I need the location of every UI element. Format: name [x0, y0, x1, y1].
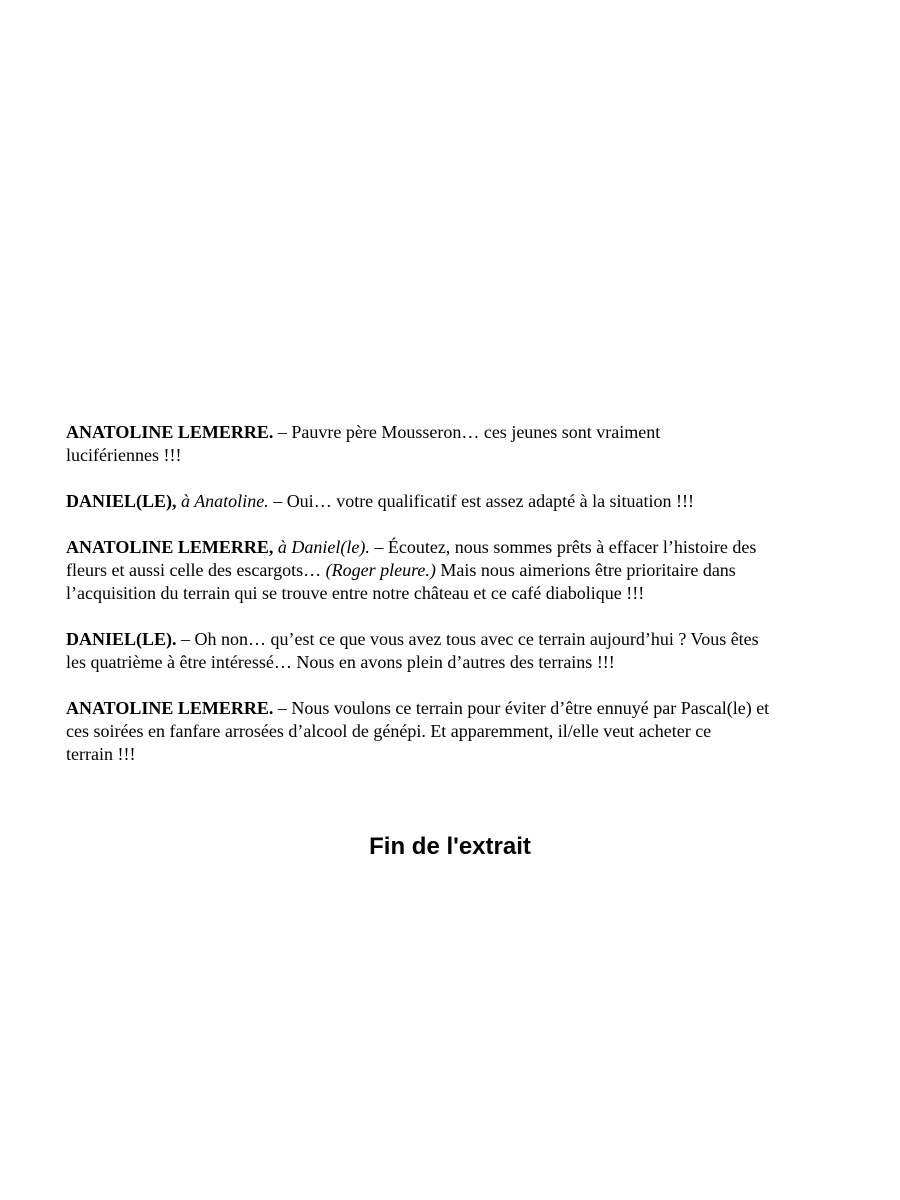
stage-direction: à Daniel(le). [273, 537, 370, 557]
paragraph-gap [66, 674, 866, 697]
speech-line [66, 720, 866, 743]
dialogue-text: terrain !!! [66, 744, 136, 764]
dialogue-text: l’acquisition du terrain qui se trouve entre notre château et ce café diabolique !!! [66, 583, 645, 603]
speech-line [66, 421, 866, 444]
dialogue-text: fleurs et aussi celle des escargots… [66, 560, 326, 580]
dialogue-text: – Pauvre père Mousseron… ces jeunes sont vraiment [273, 422, 661, 442]
speech-line [66, 444, 866, 467]
dialogue-text: les quatrième à être intéressé… Nous en avons plein d’autres des terrains !!! [66, 652, 615, 672]
dialogue-text: – Nous voulons ce terrain pour éviter d’être ennuyé par Pascal(le) et [273, 698, 770, 718]
play-excerpt [66, 421, 866, 766]
speech-line [66, 536, 866, 559]
end-of-excerpt-heading: Fin de l'extrait [369, 833, 531, 860]
dialogue-text: lucifériennes !!! [66, 445, 182, 465]
dialogue-text: ces soirées en fanfare arrosées d’alcool de génépi. Et apparemment, il/elle veut acheter ce [66, 721, 712, 741]
speaker-name: ANATOLINE LEMERRE. [66, 698, 274, 718]
speech-line [66, 697, 866, 720]
speaker-name: ANATOLINE LEMERRE. [66, 422, 274, 442]
speaker-name: DANIEL(LE). [66, 629, 177, 649]
dialogue-text: Mais nous aimerions être prioritaire dans [435, 560, 736, 580]
stage-direction: (Roger pleure.) [325, 560, 436, 580]
speech-line [66, 743, 866, 766]
dialogue-text: – Oh non… qu’est ce que vous avez tous avec ce terrain aujourd’hui ? Vous êtes [176, 629, 759, 649]
paragraph-gap [66, 605, 866, 628]
dialogue-text: – Oui… votre qualificatif est assez adapté à la situation !!! [268, 491, 695, 511]
dialogue-text: – Écoutez, nous sommes prêts à effacer l’histoire des [369, 537, 757, 557]
speech-line [66, 628, 866, 651]
speaker-name: DANIEL(LE), [66, 491, 177, 511]
speech-line [66, 490, 866, 513]
speech-line [66, 582, 866, 605]
speech-line [66, 651, 866, 674]
paragraph-gap [66, 513, 866, 536]
stage-direction: à Anatoline. [176, 491, 269, 511]
paragraph-gap [66, 467, 866, 490]
speech-line [66, 559, 866, 582]
speaker-name: ANATOLINE LEMERRE, [66, 537, 274, 557]
